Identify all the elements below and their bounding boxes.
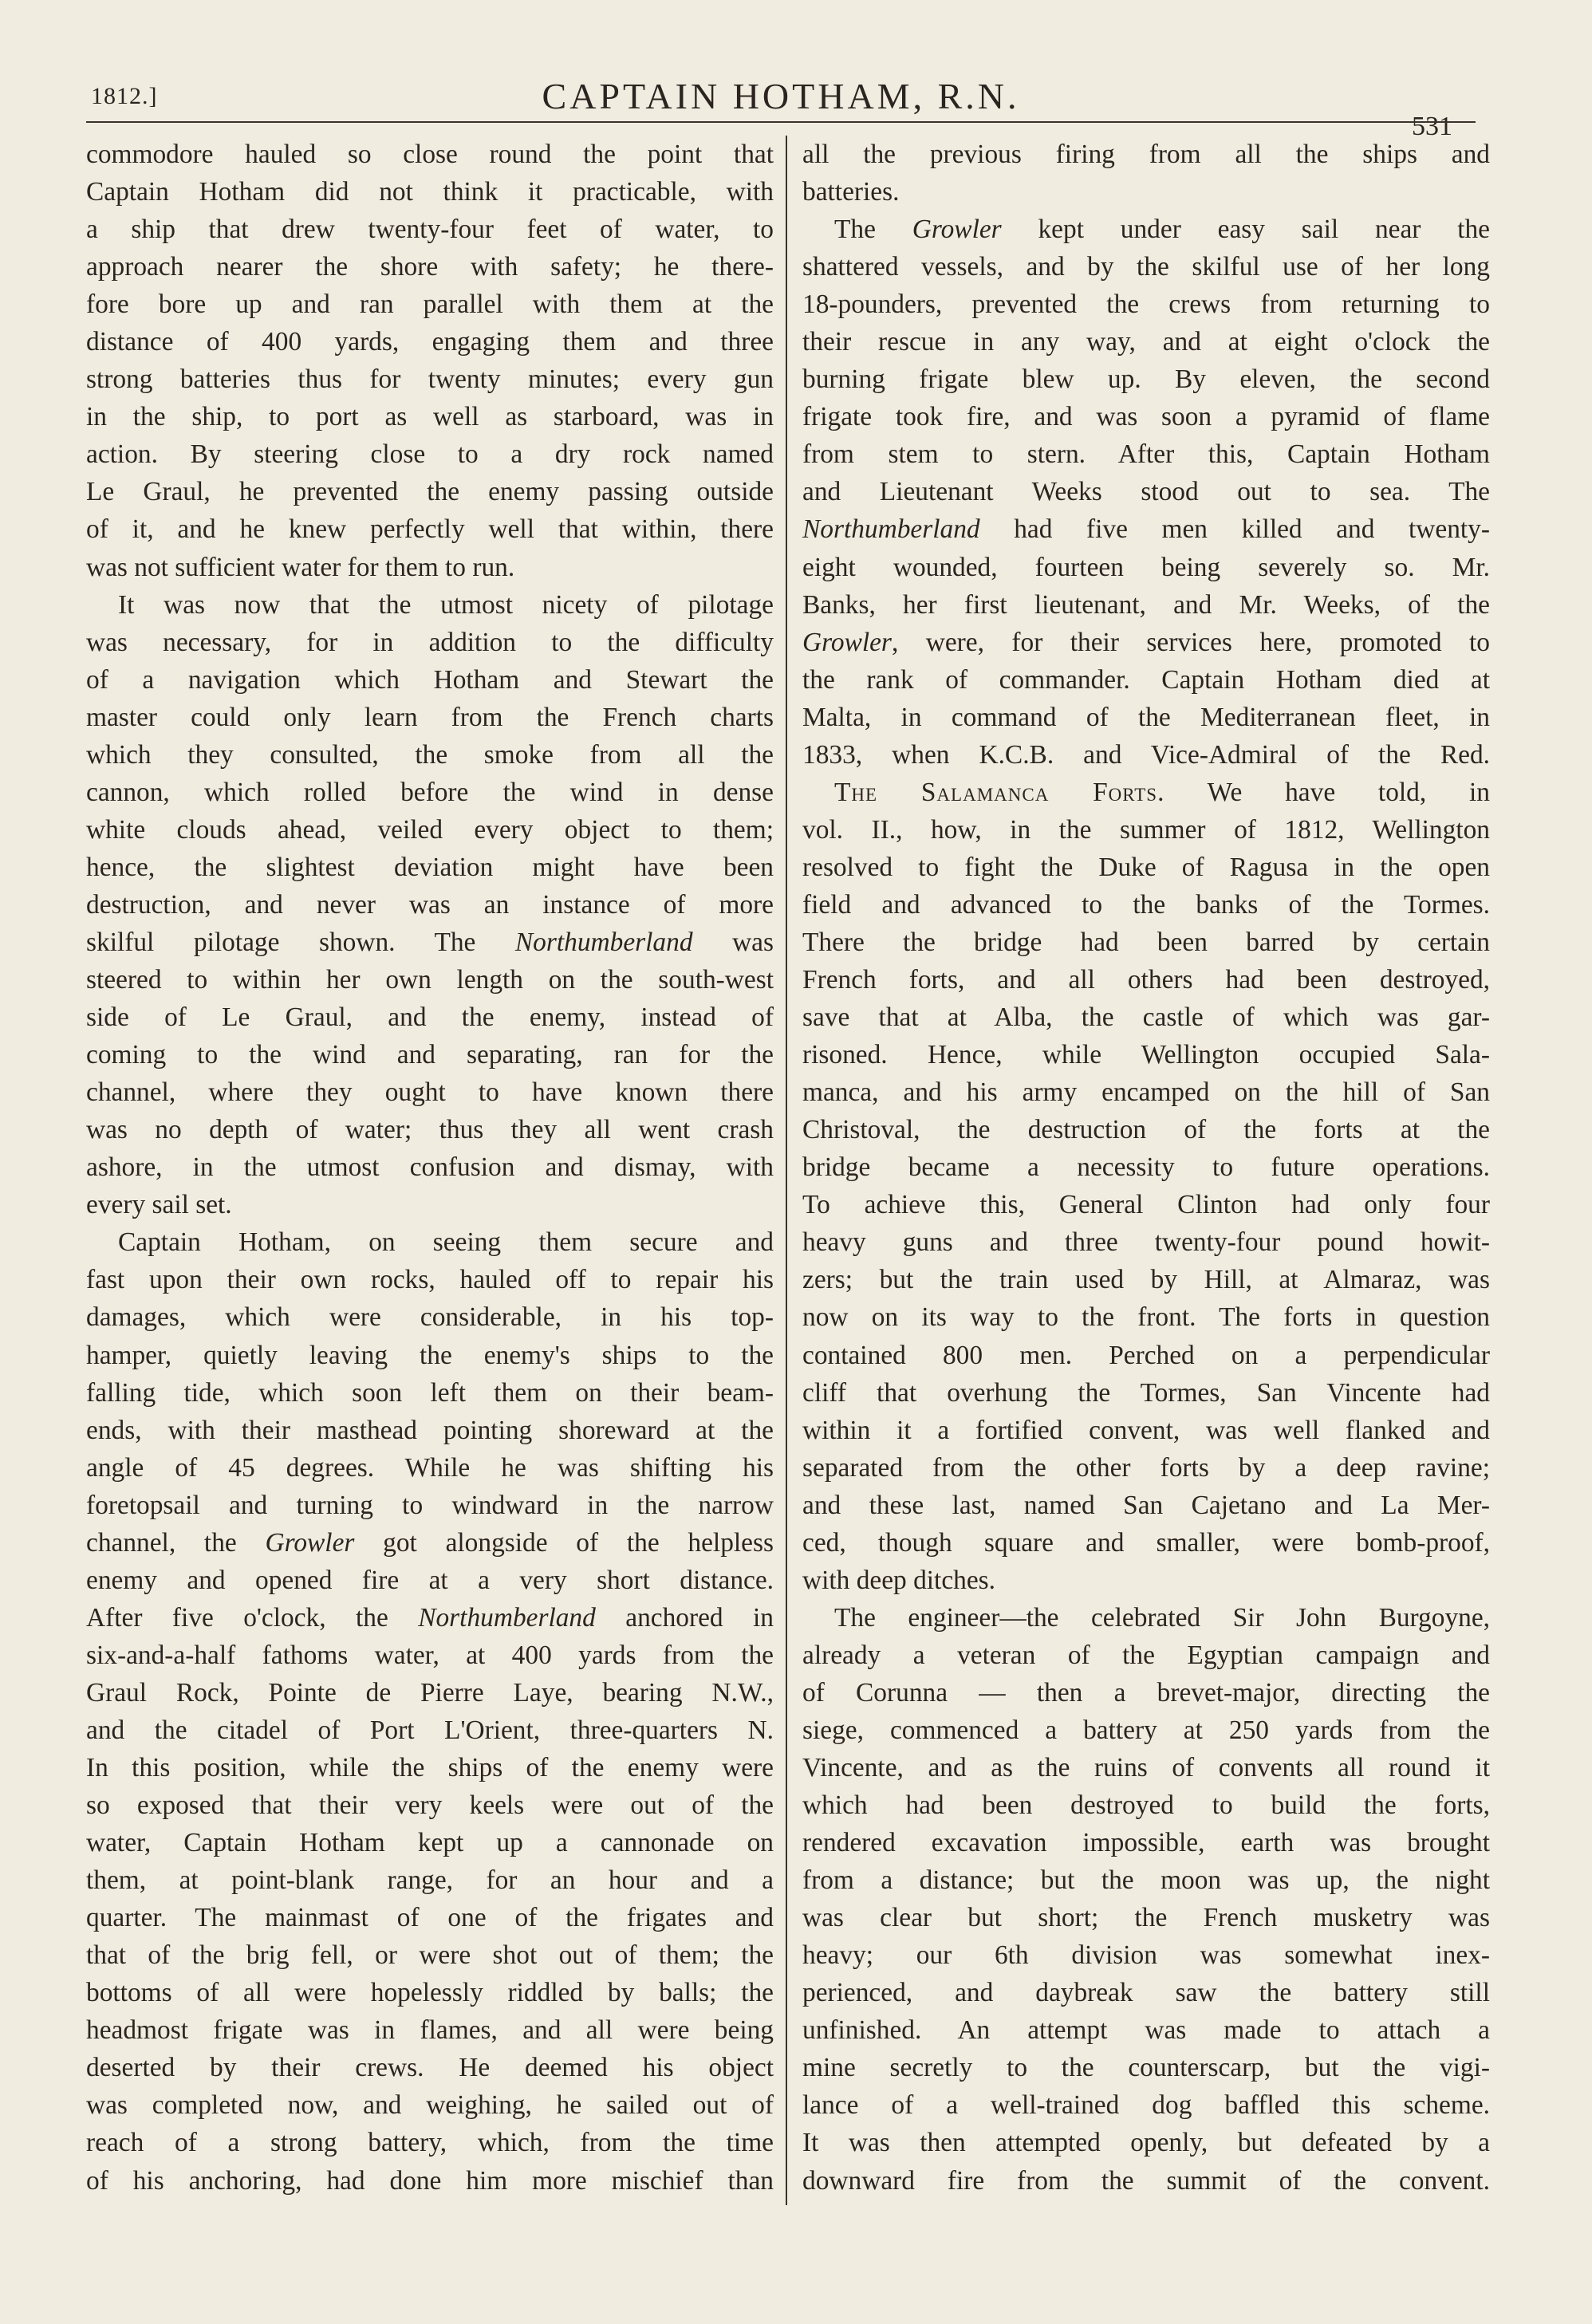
text-run: , were, for their services here, promoted to xyxy=(891,627,1490,657)
text-line: was completed now, and weighing, he sailed out of xyxy=(86,2090,774,2121)
ship-name-italic: Northumberland xyxy=(802,514,980,545)
text-line: vol. II., how, in the summer of 1812, Wellington xyxy=(802,814,1490,845)
text-line xyxy=(802,510,1490,548)
text-run: got alongside of the helpless xyxy=(354,1527,774,1558)
text-line: contained 800 men. Perched on a perpendicular xyxy=(802,1340,1490,1370)
text-line: perienced, and daybreak saw the battery still xyxy=(802,1978,1490,2008)
text-line: from stem to stern. After this, Captain Hotham xyxy=(802,439,1490,470)
text-line: fore bore up and ran parallel with them at the xyxy=(86,290,774,320)
text-run: The xyxy=(834,215,912,245)
text-line: There the bridge had been barred by certain xyxy=(802,927,1490,957)
page-number: 531 xyxy=(1412,112,1452,141)
text-line: approach nearer the shore with safety; he there- xyxy=(86,252,774,282)
text-line xyxy=(86,1524,774,1562)
text-run: anchored in xyxy=(595,1602,774,1633)
text-line: now on its way to the front. The forts in question xyxy=(802,1302,1490,1333)
text-line: of a navigation which Hotham and Stewart the xyxy=(86,664,774,695)
text-run: channel, the xyxy=(86,1527,266,1558)
text-line: in the ship, to port as well as starboard, was in xyxy=(86,402,774,432)
text-line: Captain Hotham did not think it practicable, with xyxy=(86,177,774,207)
text-line: bottoms of all were hopelessly riddled by balls; the xyxy=(86,1978,774,2008)
text-line: commodore hauled so close round the point that xyxy=(86,140,774,169)
text-line: Graul Rock, Pointe de Pierre Laye, bearing N.W., xyxy=(86,1677,774,1708)
text-line: distance of 400 yards, engaging them and three xyxy=(86,327,774,357)
text-line: every sail set. xyxy=(86,1190,232,1220)
text-line: deserted by their crews. He deemed his object xyxy=(86,2053,774,2083)
text-run: skilful pilotage shown. The xyxy=(86,927,515,957)
text-line: them, at point-blank range, for an hour and a xyxy=(86,1865,774,1896)
text-line: It was now that the utmost nicety of pilotage xyxy=(118,589,774,620)
text-line: downward fire from the summit of the convent. xyxy=(802,2165,1490,2196)
text-line: zers; but the train used by Hill, at Almaraz, was xyxy=(802,1265,1490,1295)
text-line: of it, and he knew perfectly well that within, there xyxy=(86,514,774,545)
text-line: master could only learn from the French charts xyxy=(86,702,774,732)
text-line: angle of 45 degrees. While he was shifting his xyxy=(86,1452,774,1483)
text-line: Christoval, the destruction of the forts at the xyxy=(802,1115,1490,1145)
text-line: falling tide, which soon left them on their beam- xyxy=(86,1377,774,1408)
text-line: ced, though square and smaller, were bomb-proof, xyxy=(802,1527,1490,1558)
text-line: batteries. xyxy=(802,177,900,207)
text-line xyxy=(86,1599,774,1637)
text-line: their rescue in any way, and at eight o'clock the xyxy=(802,327,1490,357)
text-line: Le Graul, he prevented the enemy passing outside xyxy=(86,477,774,507)
text-line: action. By steering close to a dry rock named xyxy=(86,439,774,470)
text-run: After five o'clock, the xyxy=(86,1602,419,1633)
text-line: that of the brig fell, or were shot out of them; the xyxy=(86,1940,774,1971)
text-line: risoned. Hence, while Wellington occupied Sala- xyxy=(802,1040,1490,1070)
text-line: manca, and his army encamped on the hill of San xyxy=(802,1077,1490,1108)
text-line: eight wounded, fourteen being severely so. Mr. xyxy=(802,552,1490,582)
text-line: hamper, quietly leaving the enemy's ships to the xyxy=(86,1340,774,1370)
ship-name-italic: Northumberland xyxy=(514,927,693,957)
text-line: cliff that overhung the Tormes, San Vincente had xyxy=(802,1377,1490,1408)
text-line: and the citadel of Port L'Orient, three-quarters N. xyxy=(86,1715,774,1745)
ship-name-italic: Northumberland xyxy=(418,1602,596,1633)
header-year: 1812.] xyxy=(91,83,158,109)
text-run: was xyxy=(692,927,774,957)
text-line: frigate took fire, and was soon a pyramid of flame xyxy=(802,402,1490,432)
text-line: damages, which were considerable, in his top- xyxy=(86,1302,774,1333)
text-line: To achieve this, General Clinton had only four xyxy=(802,1190,1490,1220)
section-heading: The Salamanca Forts. xyxy=(834,777,1165,807)
text-line: reach of a strong battery, which, from the time xyxy=(86,2128,774,2158)
text-line: heavy guns and three twenty-four pound howit- xyxy=(802,1227,1490,1258)
text-line: shattered vessels, and by the skilful use of her long xyxy=(802,252,1490,282)
text-line: within it a fortified convent, was well flanked and xyxy=(802,1415,1490,1445)
text-line: separated from the other forts by a deep ravine; xyxy=(802,1452,1490,1483)
text-line: steered to within her own length on the south-west xyxy=(86,965,774,995)
text-line xyxy=(802,211,1490,248)
text-line: It was then attempted openly, but defeated by a xyxy=(802,2128,1490,2158)
text-line: Banks, her first lieutenant, and Mr. Weeks, of the xyxy=(802,589,1490,620)
text-line xyxy=(802,624,1490,661)
text-line: quarter. The mainmast of one of the frigates and xyxy=(86,1903,774,1933)
text-line: with deep ditches. xyxy=(802,1565,996,1595)
text-line: the rank of commander. Captain Hotham died at xyxy=(802,664,1490,695)
text-line: side of Le Graul, and the enemy, instead of xyxy=(86,1002,774,1033)
text-line: heavy; our 6th division was somewhat inex- xyxy=(802,1940,1490,1971)
text-run: kept under easy sail near the xyxy=(1001,215,1491,245)
text-line: resolved to fight the Duke of Ragusa in the open xyxy=(802,852,1490,882)
text-line: already a veteran of the Egyptian campaign and xyxy=(802,1640,1490,1670)
text-line: unfinished. An attempt was made to attach a xyxy=(802,2015,1490,2046)
text-line: white clouds ahead, veiled every object to them; xyxy=(86,814,774,845)
text-line: 1833, when K.C.B. and Vice-Admiral of the Red. xyxy=(802,739,1490,770)
text-line xyxy=(86,924,774,961)
text-line: water, Captain Hotham kept up a cannonade on xyxy=(86,1828,774,1858)
text-line: enemy and opened fire at a very short distance. xyxy=(86,1565,774,1595)
text-line: rendered excavation impossible, earth was brought xyxy=(802,1828,1490,1858)
text-line: foretopsail and turning to windward in the narrow xyxy=(86,1490,774,1520)
text-line: burning frigate blew up. By eleven, the second xyxy=(802,364,1490,395)
text-line: was necessary, for in addition to the difficulty xyxy=(86,627,774,657)
text-line: Vincente, and as the ruins of convents all round it xyxy=(802,1753,1490,1783)
left-column xyxy=(86,136,774,2200)
ship-name-italic: Growler xyxy=(802,627,892,657)
text-line: hence, the slightest deviation might have been xyxy=(86,852,774,882)
text-line: of Corunna — then a brevet-major, directing the xyxy=(802,1677,1490,1708)
ship-name-italic: Growler xyxy=(912,215,1002,245)
text-line: channel, where they ought to have known there xyxy=(86,1077,774,1108)
text-line: of his anchoring, had done him more mischief than xyxy=(86,2165,774,2196)
text-line: French forts, and all others had been destroyed, xyxy=(802,965,1490,995)
text-line: mine secretly to the counterscarp, but the vigi- xyxy=(802,2053,1490,2083)
column-divider xyxy=(786,136,787,2205)
text-line: field and advanced to the banks of the Tormes. xyxy=(802,889,1490,920)
text-line: was no depth of water; thus they all went crash xyxy=(86,1115,774,1145)
text-line: headmost frigate was in flames, and all were being xyxy=(86,2015,774,2046)
text-line: Captain Hotham, on seeing them secure and xyxy=(118,1227,774,1258)
text-line: was not sufficient water for them to run. xyxy=(86,552,515,582)
page-title: CAPTAIN HOTHAM, R.N. xyxy=(542,76,1020,116)
text-line: 18-pounders, prevented the crews from returning to xyxy=(802,290,1490,320)
ship-name-italic: Growler xyxy=(265,1527,355,1558)
text-line: ashore, in the utmost confusion and dismay, with xyxy=(86,1152,774,1183)
text-line: In this position, while the ships of the enemy were xyxy=(86,1753,774,1783)
text-line: fast upon their own rocks, hauled off to repair his xyxy=(86,1265,774,1295)
text-line: siege, commenced a battery at 250 yards from the xyxy=(802,1715,1490,1745)
running-header xyxy=(86,75,1476,123)
text-line: bridge became a necessity to future operations. xyxy=(802,1152,1490,1183)
text-line xyxy=(802,774,1490,811)
text-line: destruction, and never was an instance of more xyxy=(86,889,774,920)
text-line: so exposed that their very keels were out of the xyxy=(86,1790,774,1821)
right-column xyxy=(802,136,1490,2200)
text-line: cannon, which rolled before the wind in dense xyxy=(86,777,774,807)
text-line: and these last, named San Cajetano and La Mer- xyxy=(802,1490,1490,1520)
text-line: six-and-a-half fathoms water, at 400 yards from the xyxy=(86,1640,774,1670)
text-line: a ship that drew twenty-four feet of water, to xyxy=(86,215,774,245)
text-run: We have told, in xyxy=(1164,777,1490,807)
text-line: which had been destroyed to build the forts, xyxy=(802,1790,1490,1821)
header-rule xyxy=(86,121,1476,123)
text-line: all the previous firing from all the ships and xyxy=(802,140,1490,169)
text-run: had five men killed and twenty- xyxy=(979,514,1490,545)
text-line: strong batteries thus for twenty minutes; every gun xyxy=(86,364,774,395)
text-line: coming to the wind and separating, ran for the xyxy=(86,1040,774,1070)
text-line: which they consulted, the smoke from all the xyxy=(86,739,774,770)
text-line: from a distance; but the moon was up, the night xyxy=(802,1865,1490,1896)
text-line: was clear but short; the French musketry was xyxy=(802,1903,1490,1933)
text-line: Malta, in command of the Mediterranean fleet, in xyxy=(802,702,1490,732)
text-line: lance of a well-trained dog baffled this scheme. xyxy=(802,2090,1490,2121)
text-line: and Lieutenant Weeks stood out to sea. The xyxy=(802,477,1490,507)
text-line: ends, with their masthead pointing shoreward at the xyxy=(86,1415,774,1445)
text-line: save that at Alba, the castle of which was gar- xyxy=(802,1002,1490,1033)
text-line: The engineer—the celebrated Sir John Burgoyne, xyxy=(834,1602,1490,1633)
